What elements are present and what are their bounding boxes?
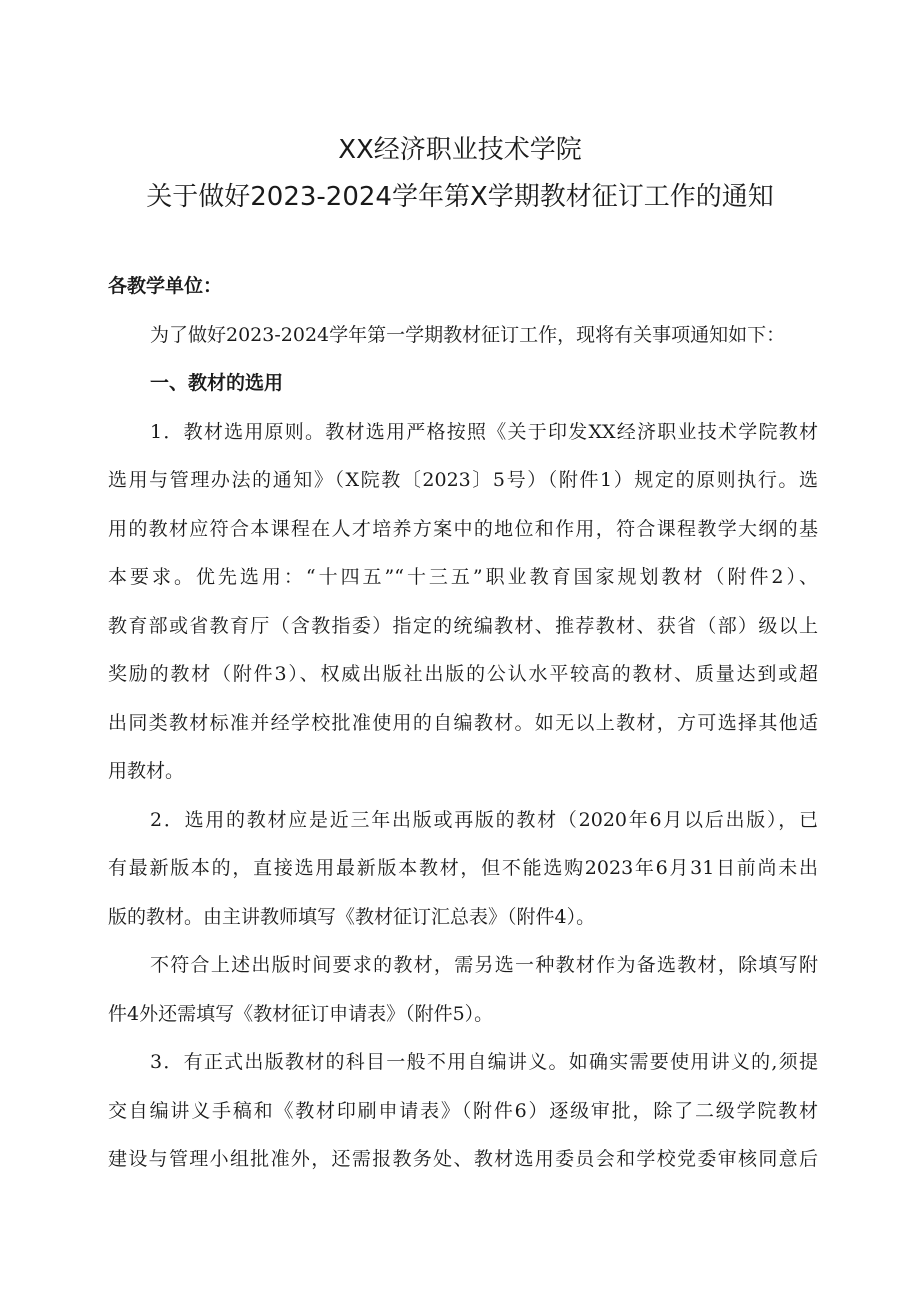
para2-line: 版的教材。由主讲教师填写《教材征订汇总表》（附件4）。: [108, 906, 596, 928]
para2-line: 2．选用的教材应是近三年出版或再版的教材（2020年6月以后出版），已: [150, 809, 818, 831]
para1-line: 奖励的教材（附件3）、权威出版社出版的公认水平较高的教材、质量达到或超: [108, 663, 818, 685]
para1-line: 教育部或省教育厅（含教指委）指定的统编教材、推荐教材、获省（部）级以上: [108, 615, 818, 637]
para3-line: 件4外还需填写《教材征订申请表》（附件5）。: [108, 1003, 494, 1025]
document-title-notice: 关于做好2023-2024学年第X学期教材征订工作的通知: [146, 182, 774, 212]
intro-paragraph: 为了做好2023-2024学年第一学期教材征订工作，现将有关事项通知如下：: [150, 324, 786, 346]
para1-line: 选用与管理办法的通知》（X院教〔2023〕5号）（附件1）规定的原则执行。选: [108, 469, 818, 491]
para1-line: 本要求。优先选用：“十四五”“十三五”职业教育国家规划教材（附件2）、: [108, 566, 818, 588]
section-heading-textbook-selection: 一、教材的选用: [150, 372, 284, 394]
para4-line: 交自编讲义手稿和《教材印刷申请表》（附件6）逐级审批，除了二级学院教材: [108, 1100, 818, 1122]
para4-line: 3．有正式出版教材的科目一般不用自编讲义。如确实需要使用讲义的,须提: [150, 1051, 818, 1073]
para1-line: 出同类教材标准并经学校批准使用的自编教材。如无以上教材，方可选择其他适: [108, 712, 818, 734]
para4-line: 建设与管理小组批准外，还需报教务处、教材选用委员会和学校党委审核同意后: [108, 1148, 818, 1170]
salutation: 各教学单位：: [108, 275, 223, 297]
para3-line: 不符合上述出版时间要求的教材，需另选一种教材作为备选教材，除填写附: [150, 954, 818, 976]
para1-line: 1．教材选用原则。教材选用严格按照《关于印发XX经济职业技术学院教材: [150, 421, 818, 443]
para1-line: 用教材。: [108, 760, 185, 782]
para2-line: 有最新版本的，直接选用最新版本教材，但不能选购2023年6月31日前尚未出: [108, 857, 818, 879]
document-title-school: XX经济职业技术学院: [338, 135, 582, 165]
para1-line: 用的教材应符合本课程在人才培养方案中的地位和作用，符合课程教学大纲的基: [108, 518, 818, 540]
